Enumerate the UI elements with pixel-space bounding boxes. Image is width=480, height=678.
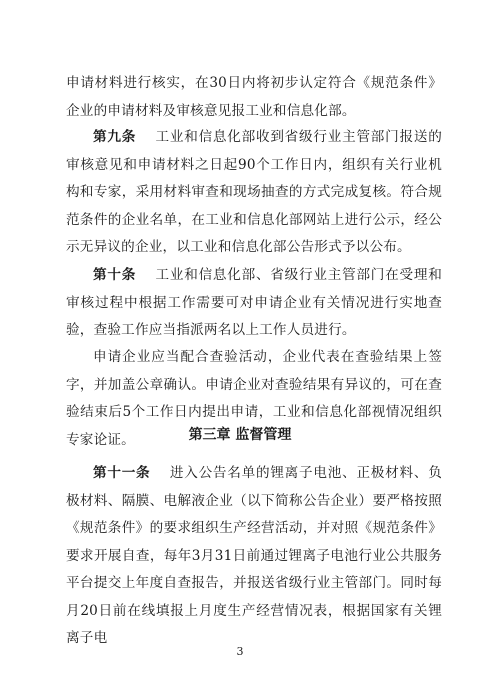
chapter-heading: 第三章 监督管理: [188, 427, 292, 443]
article-10-label: 第十条: [93, 267, 151, 283]
article-10-paragraph: [66, 262, 442, 345]
article-11-label: 第十一条: [93, 465, 165, 481]
article-9-text: 工业和信息化部收到省级行业主管部门报送的审核意见和申请材料之日起90个工作日内，组织有关行业机构和专家，采用材料审查和现场抽查的方式完成复核。符合规范条件的企业名单，在工业和信息化部网站上进行公示，经公示无异议的企业，以工业和信息化部公告形式予以公布。: [66, 129, 443, 255]
article-9-paragraph: [66, 124, 442, 262]
paragraph-text: 申请材料进行核实，在30日内将初步认定符合《规范条件》企业的申请材料及审核意见报工业和信息化部。: [66, 75, 442, 119]
page-number: 3: [236, 645, 244, 658]
article-9-label: 第九条: [93, 129, 151, 145]
article-11-paragraph: [66, 460, 442, 653]
paragraph-continuation: [66, 70, 442, 125]
article-11-text: 进入公告名单的锂离子电池、正极材料、负极材料、隔膜、电解液企业（以下简称公告企业）要严格按照《规范条件》的要求组织生产经营活动，并对照《规范条件》要求开展自查，每年3月31日前通过锂离子电池行业公共服务平台提交上年度自查报告，并报送省级行业主管部门。同时每月20日前在线填报上月度生产经营情况表，根据国家有关锂离子电: [66, 465, 442, 646]
article-10-text: 工业和信息化部、省级行业主管部门在受理和审核过程中根据工作需要可对申请企业有关情况进行实地查验，查验工作应当指派两名以上工作人员进行。: [66, 267, 443, 338]
paragraph-text: 申请企业应当配合查验活动，企业代表在查验结果上签字，并加盖公章确认。申请企业对查验结果有异议的，可在查验结束后5个工作日内提出申请，工业和信息化部视情况组织专家论证。: [66, 349, 442, 448]
